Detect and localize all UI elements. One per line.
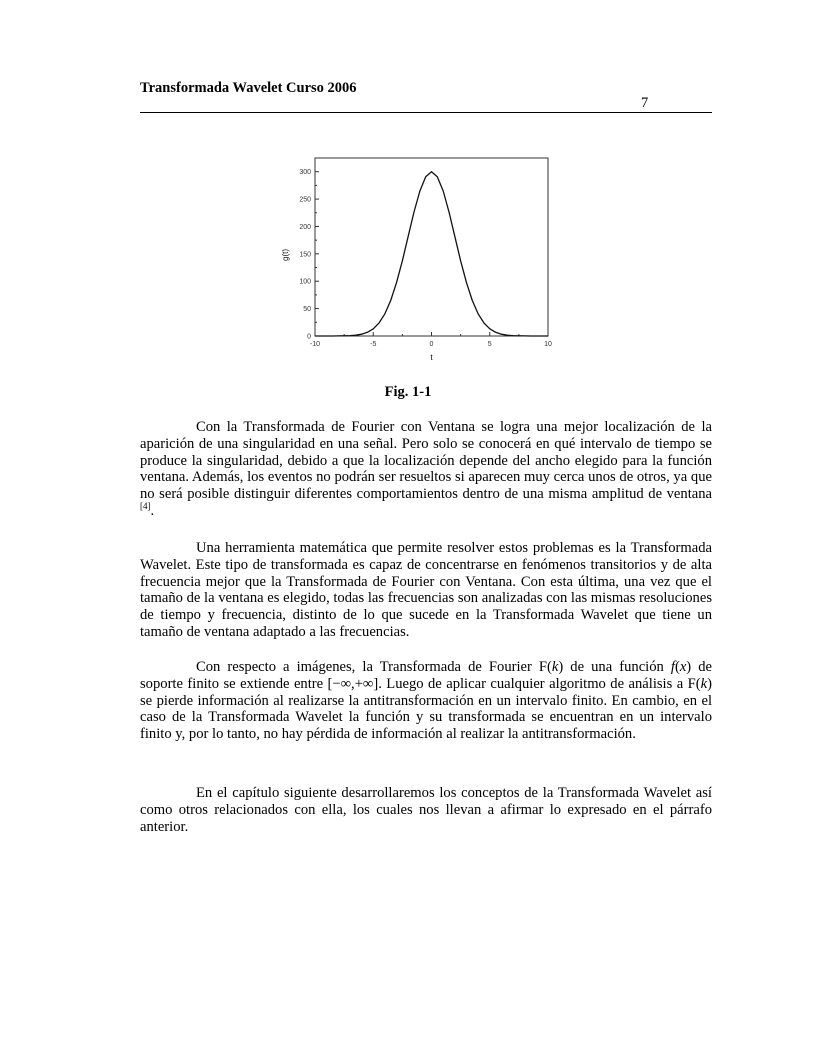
citation-ref: [4] — [140, 501, 151, 512]
document-header-title: Transformada Wavelet Curso 2006 — [140, 80, 357, 96]
header-rule — [140, 112, 712, 113]
y-tick-label: 200 — [299, 223, 311, 231]
y-tick-label: 100 — [299, 278, 311, 286]
gaussian-window-chart — [270, 150, 570, 370]
y-tick-label: 300 — [299, 169, 311, 177]
paragraph-2: Una herramienta matemática que permite resolver estos problemas es la Transformada Wavelet. Este tipo de transformada es capaz de concentrarse en fenómenos transitorios y de alta frecuencia mejor que la Transformada de Fourier con Ventana. Con esta última, una vez que el tamaño de la ventana es elegido, todas las frecuencias son analizadas con las mismas resoluciones de tiempo y frecuencia, distinto de lo que sucede en la Transformada Wavelet que tiene un tamaño de ventana adaptado a las frecuencias. — [140, 540, 712, 640]
p3-var-k: k — [700, 675, 708, 692]
p3-var-f: f — [670, 659, 675, 675]
x-tick-label: -5 — [370, 341, 377, 348]
y-tick-label: 150 — [299, 251, 311, 259]
p3-var-k: k — [551, 659, 559, 675]
x-tick-label: -10 — [309, 341, 321, 348]
x-tick-label: 5 — [487, 341, 492, 348]
x-tick-label: 0 — [429, 341, 434, 348]
p3-seg: ) de soporte finito se extiende entre [−∞,+∞]. Luego de aplicar cualquier algoritmo de análisis a F( — [140, 659, 712, 692]
paragraph-1-end: . — [150, 502, 155, 519]
plot-frame — [315, 158, 548, 336]
paragraph-1-text: Con la Transformada de Fourier con Ventana se logra una mejor localización de la aparición de una singularidad en una señal. Pero solo se conocerá en qué intervalo de tiempo se produce la singularidad, debido a que la localización depende del ancho elegido para la función ventana. Además, los eventos no podrán ser resueltos si aparecen muy cerca unos de otros, ya que no será posible distinguir diferentes comportamientos dentro de una misma amplitud de ventana — [140, 419, 712, 503]
paragraph-4: En el capítulo siguiente desarrollaremos los conceptos de la Transformada Wavelet así como otros relacionados con ella, los cuales nos llevan a afirmar lo expresado en el párrafo anterior. — [140, 785, 712, 835]
p3-seg: ) se pierde información al realizarse la antitransformación en un intervalo finito. En cambio, en el caso de la Transformada Wavelet la función y su transformada se encuentran en un intervalo finito y, por lo tanto, no hay pérdida de información al realizar la antitransformación. — [140, 675, 712, 743]
x-tick-label: 10 — [544, 341, 552, 348]
y-tick-label: 0 — [307, 333, 311, 341]
p3-seg: ( — [674, 659, 680, 675]
p3-seg: ) de una función — [558, 659, 671, 675]
paragraph-3 — [140, 659, 712, 743]
p3-seg: Con respecto a imágenes, la Transformada de Fourier F( — [196, 659, 552, 675]
figure-caption: Fig. 1-1 — [384, 384, 432, 400]
series-line-g-t — [315, 172, 548, 336]
p3-var-x: x — [679, 659, 687, 675]
x-axis-label: t — [430, 353, 433, 362]
y-axis-label: g(t) — [281, 249, 290, 261]
page-number: 7 — [641, 95, 649, 111]
y-tick-label: 250 — [299, 196, 311, 204]
paragraph-1 — [140, 419, 712, 520]
y-tick-label: 50 — [303, 306, 311, 314]
